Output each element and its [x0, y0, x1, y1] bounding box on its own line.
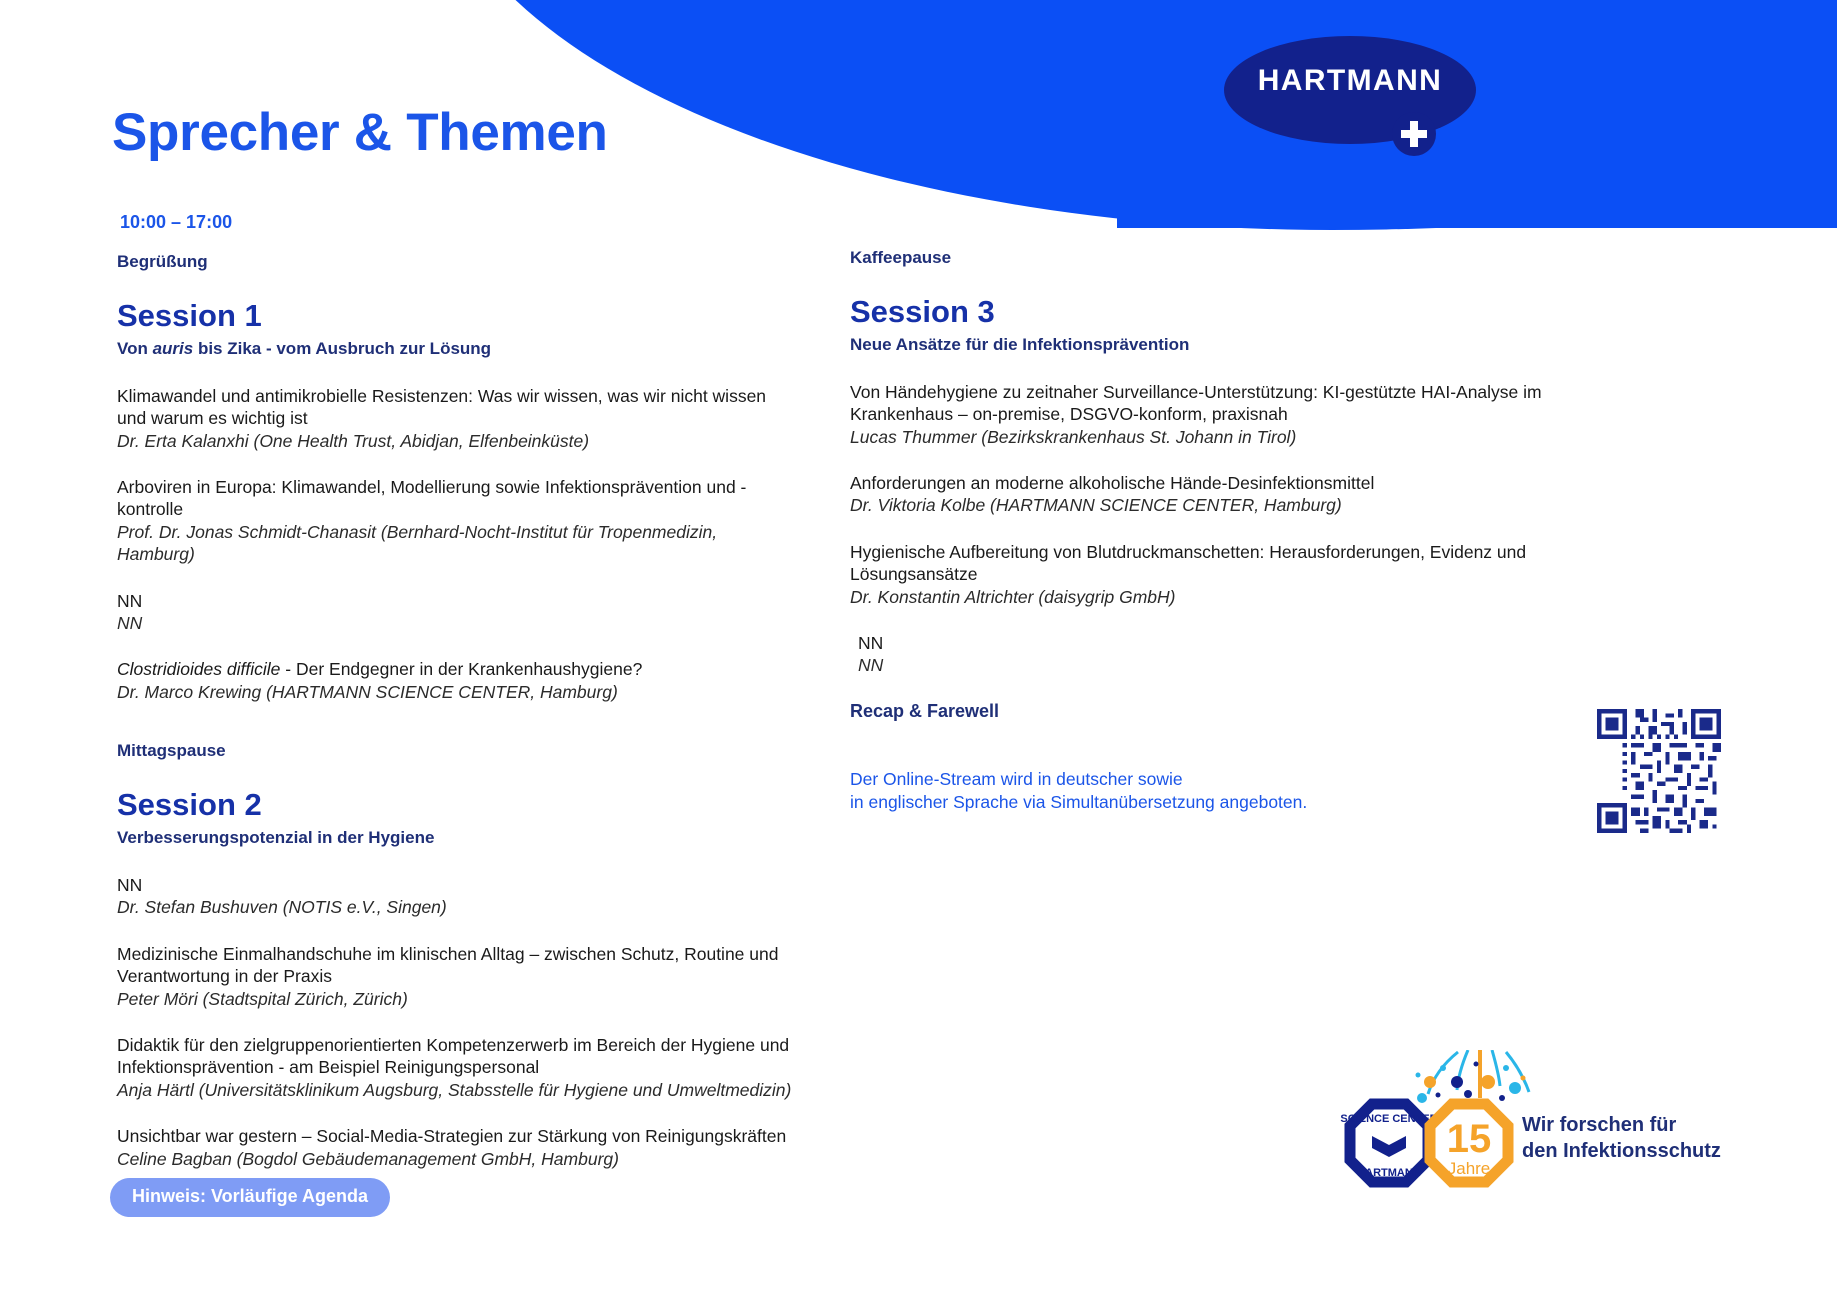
talk-speaker: Dr. Marco Krewing (HARTMANN SCIENCE CENTER, Hamburg)	[117, 681, 618, 702]
talk-item	[117, 943, 797, 1010]
session1-subtitle	[117, 339, 797, 359]
talk-item	[117, 658, 797, 703]
anniversary-badge-icon	[1430, 1104, 1508, 1182]
session1-title: Session 1	[117, 298, 262, 333]
session2-title: Session 2	[117, 787, 262, 823]
svg-text:HARTMANN: HARTMANN	[1357, 1167, 1421, 1179]
talk-title: Didaktik für den zielgruppenorientierten Kompetenzerwerb im Bereich der Hygiene und Infektionsprävention - am Beispiel Reinigungspersonal	[117, 1034, 790, 1078]
talk-speaker: Prof. Dr. Jonas Schmidt-Chanasit (Bernhard-Nocht-Institut für Tropenmedizin, Hamburg)	[117, 521, 718, 565]
talk-speaker: Celine Bagban (Bogdol Gebäudemanagement GmbH, Hamburg)	[117, 1148, 619, 1169]
talk-speaker: Dr. Viktoria Kolbe (HARTMANN SCIENCE CENTER, Hamburg)	[850, 495, 1342, 516]
talk-item	[850, 632, 1550, 677]
talk-item	[850, 381, 1550, 448]
session2-subtitle: Verbesserungspotenzial in der Hygiene	[117, 828, 435, 848]
talk-speaker: Lucas Thummer (Bezirkskrankenhaus St. Johann in Tirol)	[850, 426, 1297, 447]
talk-item	[850, 541, 1550, 608]
talk-title: Hygienische Aufbereitung von Blutdruckmanschetten: Herausforderungen, Evidenz und Lösungsansätze	[850, 541, 1527, 585]
qr-code[interactable]	[1597, 709, 1721, 833]
talk-title	[117, 658, 797, 680]
session3-subtitle: Neue Ansätze für die Infektionsprävention	[850, 334, 1190, 354]
session1-subtitle-prefix: Von	[117, 338, 153, 358]
svg-text:SCIENCE CENTER: SCIENCE CENTER	[1340, 1113, 1438, 1125]
recap-label: Recap & Farewell	[850, 700, 1000, 721]
talk-speaker: Dr. Konstantin Altrichter (daisygrip GmbH)	[850, 586, 1176, 607]
tagline-line2: den Infektionsschutz	[1522, 1140, 1721, 1163]
science-center-anniversary-logo	[1310, 1050, 1780, 1220]
stream-note	[850, 768, 1550, 815]
talk-title: Medizinische Einmalhandschuhe im klinischen Alltag – zwischen Schutz, Routine und Verantwortung in der Praxis	[117, 943, 779, 987]
science-center-tagline	[1522, 1112, 1721, 1165]
coffee-label: Kaffeepause	[850, 248, 952, 267]
lunch-label: Mittagspause	[117, 741, 226, 761]
talk-item	[117, 874, 797, 919]
talk-speaker: Anja Härtl (Universitätsklinikum Augsburg, Stabsstelle für Hygiene und Umweltmedizin)	[117, 1079, 792, 1100]
hinweis-badge: Hinweis: Vorläufige Agenda	[110, 1178, 390, 1217]
talk-title: NN	[117, 590, 143, 611]
science-center-badge-icon	[1340, 1104, 1437, 1182]
talk-item	[117, 385, 797, 452]
hartmann-plus-icon	[1392, 112, 1436, 156]
talk-title: Unsichtbar war gestern – Social-Media-Strategien zur Stärkung von Reinigungskräften	[117, 1126, 787, 1147]
talk-item	[117, 1034, 797, 1101]
session3-title: Session 3	[850, 294, 995, 329]
talk-item	[850, 472, 1550, 517]
stream-note-line1: Der Online-Stream wird in deutscher sowie	[850, 768, 1183, 789]
right-column	[850, 248, 1550, 815]
left-column	[117, 252, 797, 1194]
time-range: 10:00 – 17:00	[120, 212, 233, 232]
talk-title-italic: Clostridioides difficile	[117, 659, 281, 680]
talk-title: NN	[858, 632, 884, 653]
talk-speaker: Dr. Stefan Bushuven (NOTIS e.V., Singen)	[117, 897, 447, 918]
talk-item	[117, 590, 797, 635]
svg-text:Jahre: Jahre	[1447, 1159, 1491, 1178]
talk-title: Anforderungen an moderne alkoholische Hände-Desinfektionsmittel	[850, 473, 1375, 494]
confetti-burst-icon	[1416, 1050, 1530, 1103]
talk-title: Klimawandel und antimikrobielle Resistenzen: Was wir wissen, was wir nicht wissen und warum es wichtig ist	[117, 385, 767, 429]
talk-speaker: NN	[117, 612, 143, 633]
talk-title: NN	[117, 875, 143, 896]
hartmann-logo-wordmark: HARTMANN	[1257, 64, 1443, 97]
tagline-line1: Wir forschen für	[1522, 1114, 1677, 1136]
page-title: Sprecher & Themen	[112, 103, 608, 162]
talk-title-rest: - Der Endgegner in der Krankenhaushygiene?	[280, 659, 643, 680]
talk-title: Arboviren in Europa: Klimawandel, Modellierung sowie Infektionsprävention und -kontrolle	[117, 477, 747, 520]
talk-title: Von Händehygiene zu zeitnaher Surveillance-Unterstützung: KI-gestützte HAI-Analyse im Krankenhaus – on-premise, DSGVO-konform, praxisnah	[850, 381, 1542, 425]
talk-speaker: NN	[858, 655, 884, 676]
talk-item	[117, 1125, 797, 1170]
talk-speaker: Dr. Erta Kalanxhi (One Health Trust, Abidjan, Elfenbeinküste)	[117, 430, 590, 451]
talk-item	[117, 476, 797, 566]
session1-subtitle-suffix: bis Zika - vom Ausbruch zur Lösung	[193, 338, 492, 358]
hartmann-logo	[1224, 36, 1476, 144]
welcome-label: Begrüßung	[117, 252, 208, 271]
stream-note-line2: in englischer Sprache via Simultanübersetzung angeboten.	[850, 792, 1308, 813]
talk-speaker: Peter Möri (Stadtspital Zürich, Zürich)	[117, 988, 408, 1009]
svg-text:15: 15	[1446, 1117, 1492, 1161]
session1-subtitle-italic: auris	[152, 338, 194, 358]
